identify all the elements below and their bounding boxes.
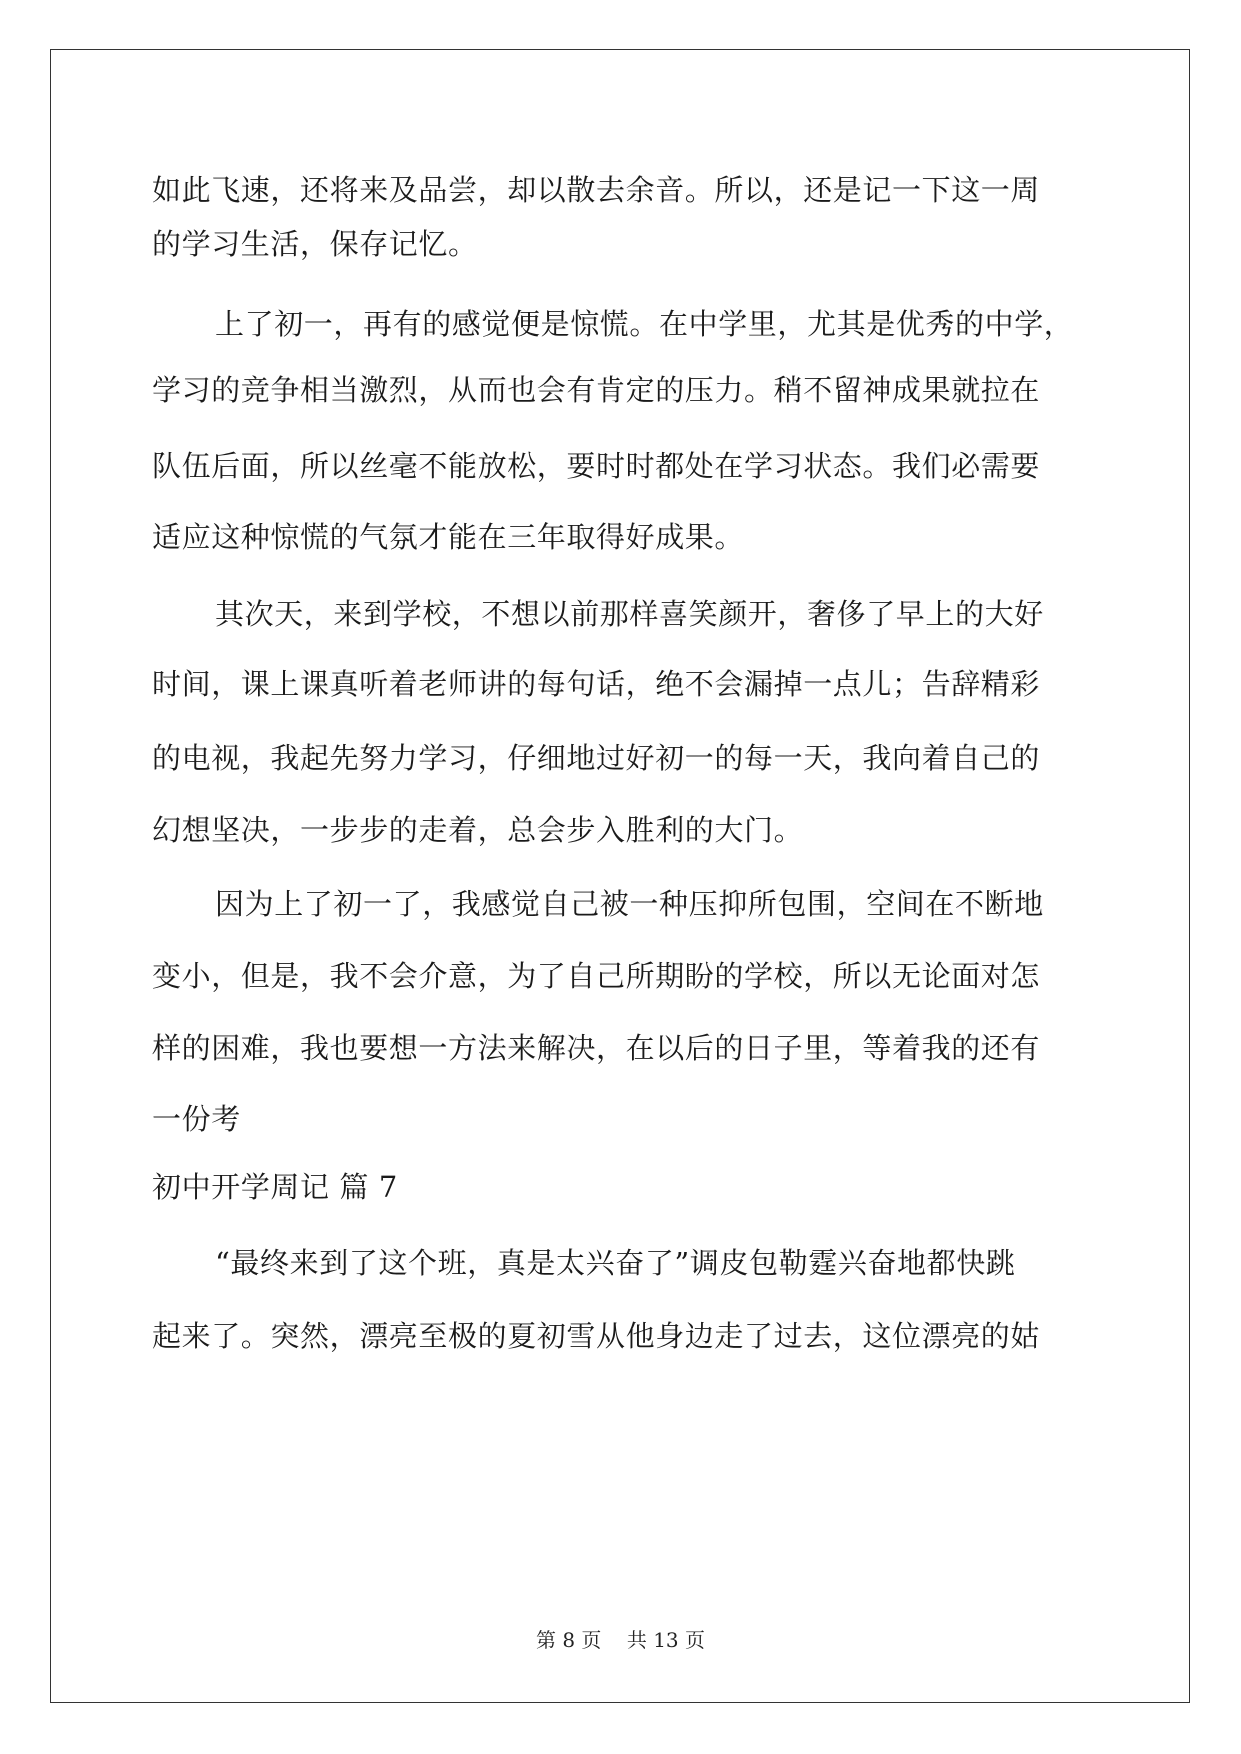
paragraph-first-line: “最终来到了这个班，真是太兴奋了”调皮包勒霆兴奋地都快跳	[215, 1246, 1016, 1280]
text-line: 一份考	[152, 1102, 241, 1136]
page-border	[50, 49, 1190, 1703]
paragraph-first-line: 因为上了初一了，我感觉自己被一种压抑所包围，空间在不断地	[215, 887, 1044, 921]
text-line: 如此飞速，还将来及品尝，却以散去余音。所以，还是记一下这一周	[152, 173, 1041, 207]
text-line: 变小，但是，我不会介意，为了自己所期盼的学校，所以无论面对怎	[152, 959, 1041, 993]
paragraph-first-line: 其次天，来到学校，不想以前那样喜笑颜开，奢侈了早上的大好	[215, 597, 1044, 631]
text-line: 起来了。突然，漂亮至极的夏初雪从他身边走了过去，这位漂亮的姑	[152, 1319, 1041, 1353]
paragraph-first-line: 上了初一，再有的感觉便是惊慌。在中学里，尤其是优秀的中学，	[215, 307, 1074, 341]
text-line: 队伍后面，所以丝毫不能放松，要时时都处在学习状态。我们必需要	[152, 449, 1041, 483]
text-line: 的电视，我起先努力学习，仔细地过好初一的每一天，我向着自己的	[152, 741, 1041, 775]
text-line: 的学习生活，保存记忆。	[152, 227, 478, 261]
text-line: 适应这种惊慌的气氛才能在三年取得好成果。	[152, 520, 745, 554]
text-line: 样的困难，我也要想一方法来解决，在以后的日子里，等着我的还有	[152, 1031, 1041, 1065]
page-number-footer: 第 8 页 共 13 页	[535, 1628, 706, 1652]
text-line: 时间，课上课真听着老师讲的每句话，绝不会漏掉一点儿；告辞精彩	[152, 667, 1041, 701]
section-heading: 初中开学周记 篇 7	[152, 1170, 398, 1204]
text-line: 幻想坚决，一步步的走着，总会步入胜利的大门。	[152, 813, 804, 847]
text-line: 学习的竞争相当激烈，从而也会有肯定的压力。稍不留神成果就拉在	[152, 373, 1041, 407]
